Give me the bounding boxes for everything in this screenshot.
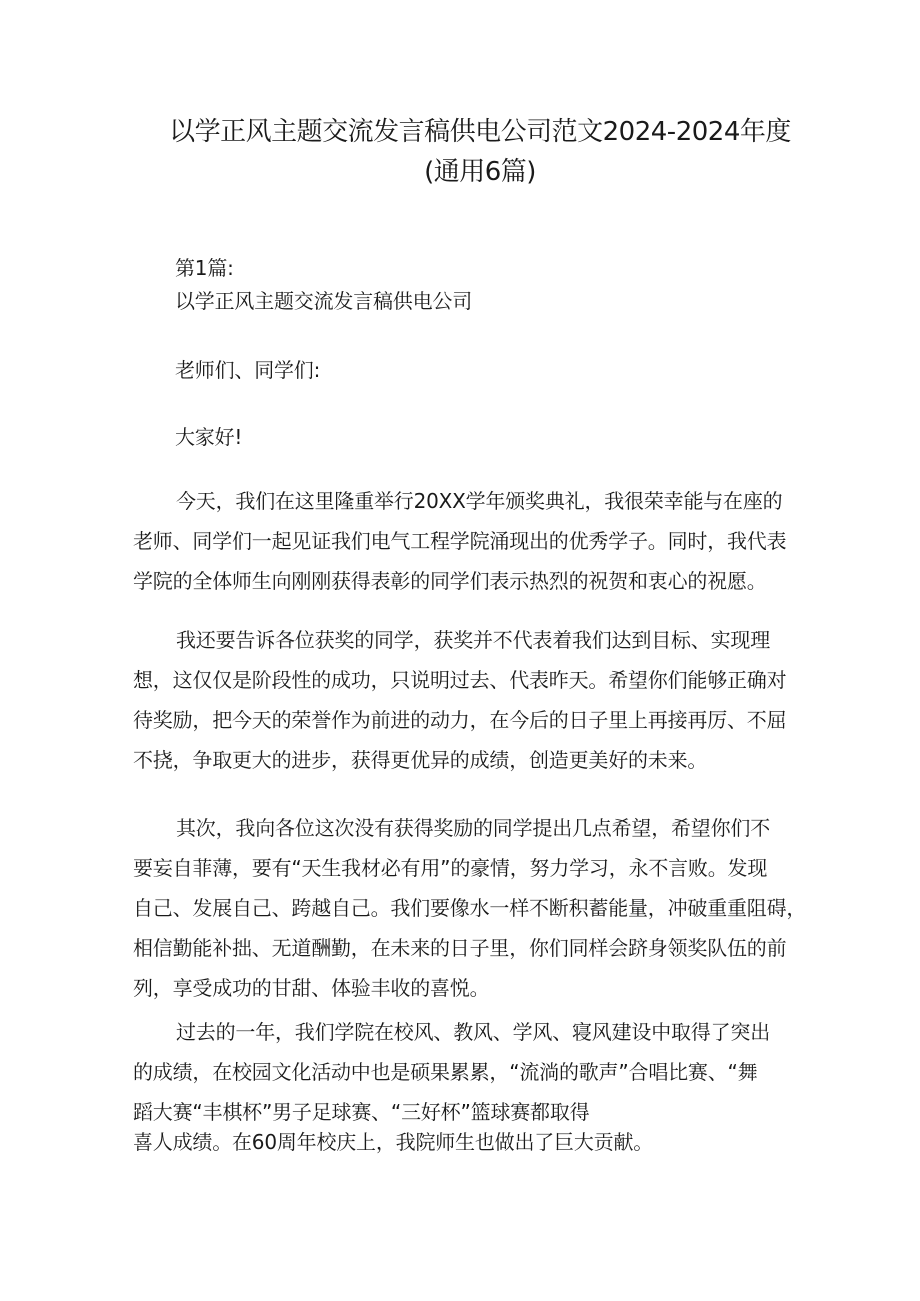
paragraph-line: 老师、同学们一起见证我们电气工程学院涌现出的优秀学子。同时，我代表 bbox=[133, 529, 787, 553]
section-title: 以学正风主题交流发言稿供电公司 bbox=[175, 289, 472, 313]
paragraph-line: 自己、发展自己、跨越自己。我们要像水一样不断积蓄能量，冲破重重阻碍， bbox=[133, 896, 807, 920]
paragraph-5 bbox=[133, 1122, 653, 1162]
paragraph-line: 列，享受成功的甘甜、体验丰收的喜悦。 bbox=[133, 976, 490, 1000]
greeting: 大家好! bbox=[175, 425, 243, 449]
paragraph-line: 想，这仅仅是阶段性的成功，只说明过去、代表昨天。希望你们能够正确对 bbox=[133, 668, 787, 692]
paragraph-line: 我还要告诉各位获奖的同学，获奖并不代表着我们达到目标、实现理 bbox=[176, 628, 770, 652]
paragraph-line: 过去的一年，我们学院在校风、教风、学风、寝风建设中取得了突出 bbox=[176, 1020, 770, 1044]
title-line-1: 以学正风主题交流发言稿供电公司范文2024-2024年度 bbox=[169, 117, 791, 147]
title-line-2: (通用6篇) bbox=[424, 157, 536, 187]
salutation: 老师们、同学们: bbox=[175, 358, 321, 382]
paragraph-line: 学院的全体师生向刚刚获得表彰的同学们表示热烈的祝贺和衷心的祝愿。 bbox=[133, 569, 767, 593]
paragraph-2 bbox=[133, 620, 786, 780]
paragraph-1 bbox=[133, 481, 786, 601]
paragraph-line: 要妄自菲薄，要有“天生我材必有用”的豪情，努力学习，永不言败。发现 bbox=[133, 856, 768, 880]
paragraph-line: 今天，我们在这里隆重举行20XX学年颁奖典礼，我很荣幸能与在座的 bbox=[176, 489, 783, 513]
section-label: 第1篇: bbox=[175, 256, 234, 280]
paragraph-line: 相信勤能补拙、无道酬勤，在未来的日子里，你们同样会跻身领奖队伍的前 bbox=[133, 936, 787, 960]
paragraph-line: 蹈大赛“丰棋杯”男子足球赛、“三好杯”篮球赛都取得 bbox=[133, 1100, 590, 1124]
paragraph-line: 的成绩，在校园文化活动中也是硕果累累，“流淌的歌声”合唱比赛、“舞 bbox=[133, 1060, 758, 1084]
paragraph-line: 喜人成绩。在60周年校庆上，我院师生也做出了巨大贡献。 bbox=[133, 1130, 654, 1154]
paragraph-line: 待奖励，把今天的荣誉作为前进的动力，在今后的日子里上再接再厉、不屈 bbox=[133, 708, 787, 732]
document-title bbox=[120, 112, 840, 192]
paragraph-line: 不挠，争取更大的进步，获得更优异的成绩，创造更美好的未来。 bbox=[133, 748, 708, 772]
paragraph-4 bbox=[133, 1012, 770, 1132]
paragraph-3 bbox=[133, 808, 806, 1008]
paragraph-line: 其次，我向各位这次没有获得奖励的同学提出几点希望，希望你们不 bbox=[176, 816, 770, 840]
